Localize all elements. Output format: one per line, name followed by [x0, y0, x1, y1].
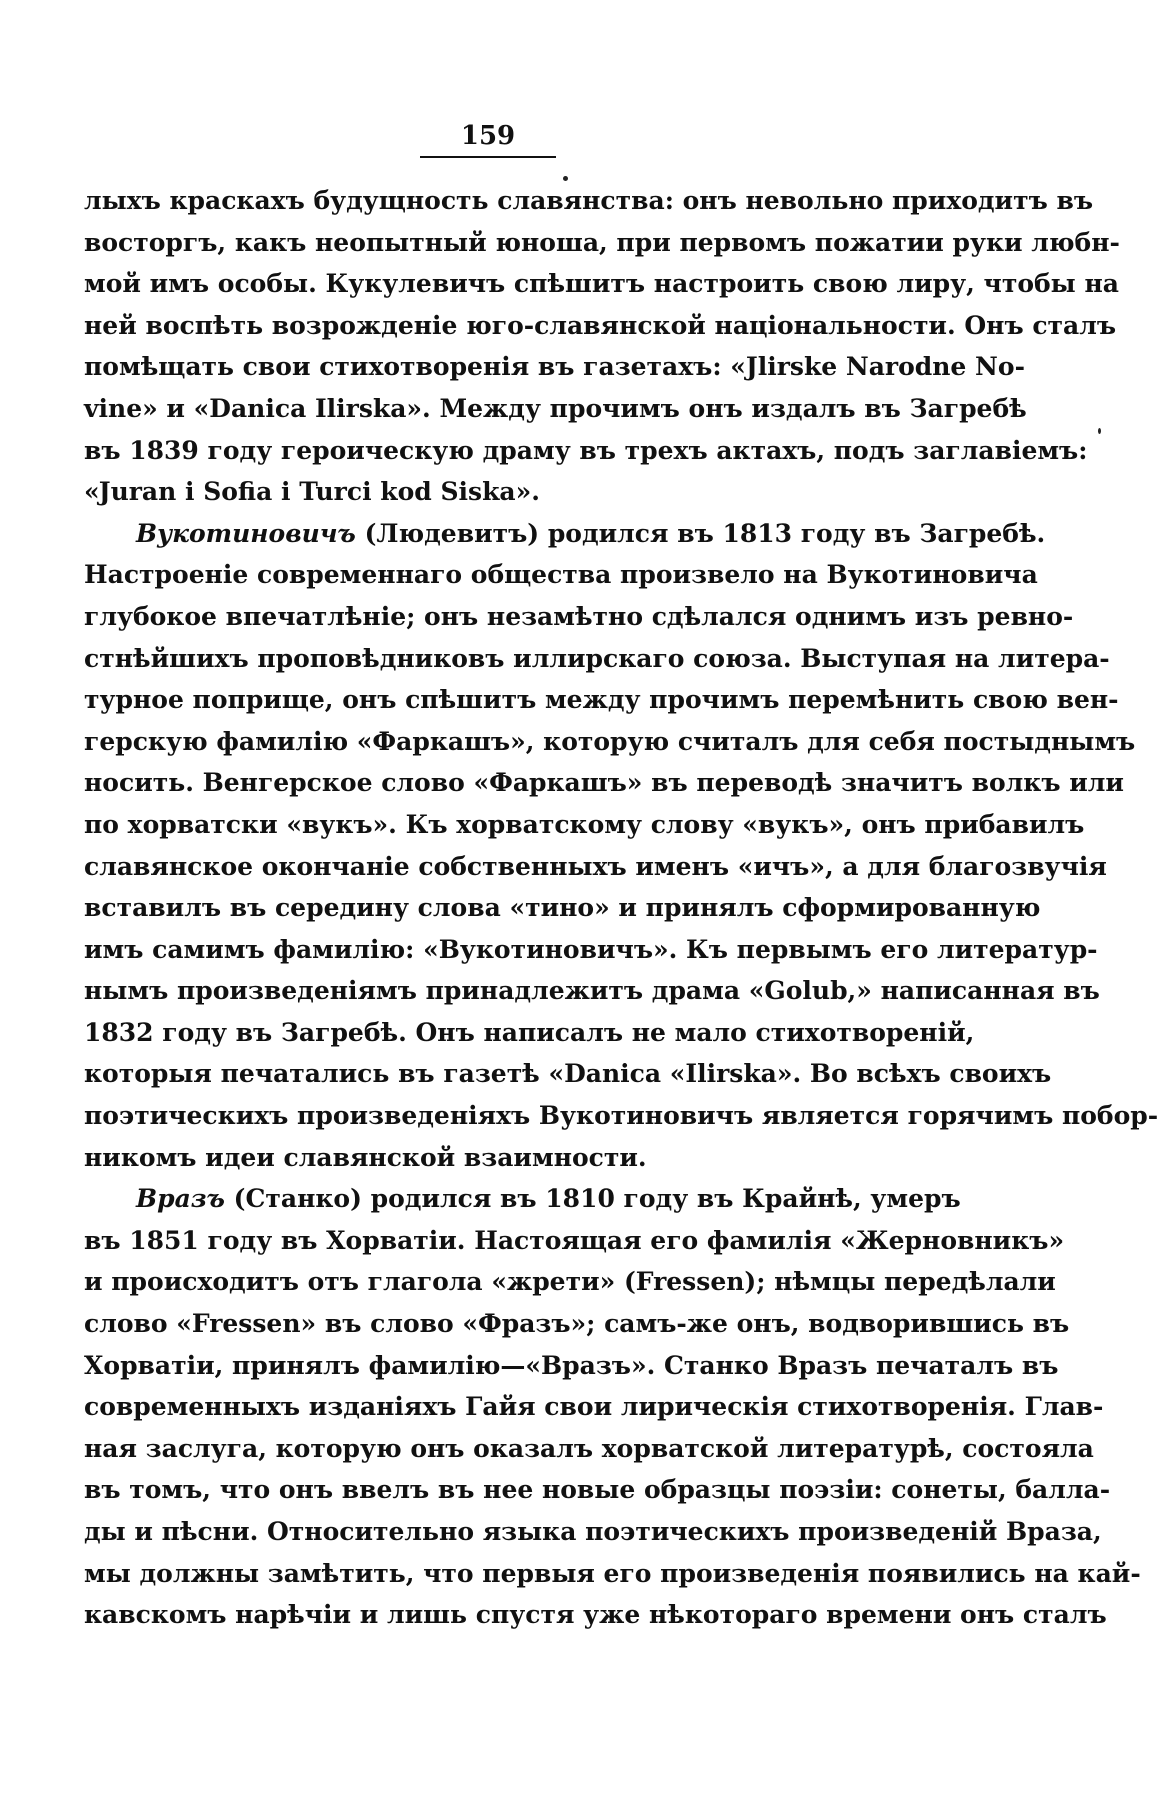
text-line-rest: (Людевитъ) родился въ 1813 году въ Загребѣ.	[355, 518, 1046, 548]
text-line: турное поприще, онъ спѣшитъ между прочимъ перемѣнить свою вен-	[84, 685, 1119, 715]
text-line: которыя печатались въ газетѣ «Danica «Ilirska». Во всѣхъ своихъ	[84, 1059, 1052, 1089]
text-line: вставилъ въ середину слова «тино» и принялъ сформированную	[84, 893, 1041, 923]
text-line: нымъ произведеніямъ принадлежитъ драма «Golub,» написанная въ	[84, 976, 1100, 1006]
text-line: лыхъ краскахъ будущность славянства: онъ невольно приходитъ въ	[84, 186, 1094, 215]
ink-speck	[1098, 428, 1101, 434]
text-line: слово «Fressen» въ слово «Фразъ»; самъ-же онъ, водворившись въ	[84, 1309, 1070, 1339]
text-line: Настроеніе современнаго общества произвело на Вукотиновича	[84, 560, 1038, 590]
text-line: ней воспѣть возрожденіе юго-славянской національности. Онъ сталъ	[84, 310, 1117, 340]
text-line: славянское окончаніе собственныхъ именъ «ичъ», а для благозвучія	[84, 851, 1107, 881]
paragraph-vraz	[84, 1178, 1141, 1636]
text-line: по хорватски «вукъ». Къ хорватскому слову «вукъ», онъ прибавилъ	[84, 809, 1085, 839]
text-line: помѣщать свои стихотворенія въ газетахъ: «Jlirske Narodne No-	[84, 352, 1025, 382]
text-line: имъ самимъ фамилію: «Вукотиновичъ». Къ первымъ его литератур-	[84, 934, 1098, 964]
paragraph-1	[84, 180, 1120, 513]
text-line: въ 1839 году героическую драму въ трехъ актахъ, подъ заглавіемъ:	[84, 435, 1088, 465]
text-line: мы должны замѣтить, что первыя его произведенія появились на кай-	[84, 1558, 1141, 1588]
text-line: въ 1851 году въ Хорватіи. Настоящая его фамилія «Жерновникъ»	[84, 1225, 1065, 1255]
person-name: Вукотиновичъ	[136, 518, 356, 548]
text-line: стнѣйшихъ проповѣдниковъ иллирскаго союза. Выступая на литера-	[84, 643, 1110, 673]
text-line: ды и пѣсни. Относительно языка поэтическихъ произведеній Враза,	[84, 1517, 1102, 1546]
body-text	[84, 180, 1158, 1636]
text-line: 1832 году въ Загребѣ. Онъ написалъ не мало стихотвореній,	[84, 1017, 975, 1047]
text-line: поэтическихъ произведеніяхъ Вукотиновичъ является горячимъ побор-	[84, 1101, 1158, 1131]
text-line: мой имъ особы. Кукулевичъ спѣшитъ настроить свою лиру, чтобы на	[84, 269, 1119, 299]
text-line: глубокое впечатлѣніе; онъ незамѣтно сдѣлался однимъ изъ ревно-	[84, 601, 1074, 631]
text-line: герскую фамилію «Фаркашъ», которую считалъ для себя постыднымъ	[84, 726, 1136, 756]
text-line: vine» и «Danica Ilirska». Между прочимъ онъ издалъ въ Загребѣ	[84, 393, 1027, 423]
text-line	[84, 1178, 961, 1220]
paragraph-vukotinovich	[84, 513, 1158, 1179]
text-line: носить. Венгерское слово «Фаркашъ» въ переводѣ значитъ волкъ или	[84, 768, 1124, 798]
text-line: восторгъ, какъ неопытный юноша, при первомъ пожатии руки любн-	[84, 227, 1120, 257]
text-line: «Juran i Sofia i Turci kod Siska».	[84, 477, 540, 507]
text-line-rest: (Станко) родился въ 1810 году въ Крайнѣ, умеръ	[224, 1184, 961, 1214]
page-number-rule	[420, 156, 556, 158]
text-line: никомъ идеи славянской взаимности.	[84, 1142, 647, 1172]
text-line: ная заслуга, которую онъ оказалъ хорватской литературѣ, состояла	[84, 1433, 1094, 1463]
page-number: 159	[460, 121, 516, 151]
text-line: современныхъ изданіяхъ Гайя свои лирическія стихотворенія. Глав-	[84, 1392, 1104, 1422]
text-line	[84, 513, 1046, 555]
text-line: Хорватіи, принялъ фамилію—«Вразъ». Станко Вразъ печаталъ въ	[84, 1350, 1059, 1380]
text-line: въ томъ, что онъ ввелъ въ нее новые образцы поэзіи: сонеты, балла-	[84, 1475, 1111, 1505]
text-line: и происходитъ отъ глагола «жрети» (Fressen); нѣмцы передѣлали	[84, 1267, 1056, 1297]
person-name: Вразъ	[136, 1184, 225, 1214]
text-line: кавскомъ нарѣчіи и лишь спустя уже нѣкотораго времени онъ сталъ	[84, 1600, 1107, 1630]
